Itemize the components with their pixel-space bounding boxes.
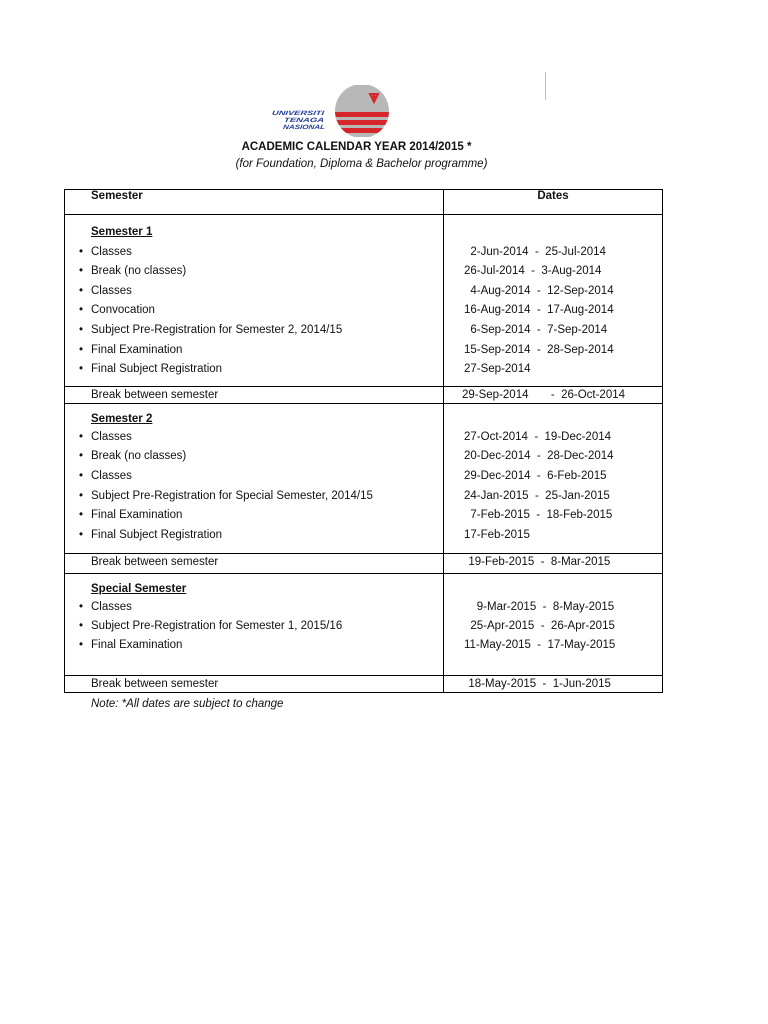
date-range: 26-Jul-2014 - 3-Aug-2014 [464, 265, 602, 278]
date-range: 15-Sep-2014 - 28-Sep-2014 [464, 343, 614, 356]
logo-text-line-1: UNIVERSITI [272, 110, 308, 117]
header-dates: Dates [444, 190, 663, 215]
semester-2-items [65, 403, 444, 554]
semester-2-dates [444, 403, 663, 554]
date-range: 4-Aug-2014 - 12-Sep-2014 [464, 284, 614, 297]
date-range: 9-Mar-2015 - 8-May-2015 [464, 601, 615, 614]
date-range: 24-Jan-2015 - 25-Jan-2015 [464, 489, 610, 502]
list-item: • Subject Pre-Registration for Semester 2, 2014/15 [79, 323, 343, 336]
list-item: • Final Subject Registration [79, 363, 223, 376]
semester-2-block [65, 403, 663, 554]
header-semester: Semester [65, 190, 444, 215]
list-item: • Classes [79, 469, 132, 482]
date-range: 20-Dec-2014 - 28-Dec-2014 [464, 450, 614, 463]
list-item: • Final Examination [79, 509, 183, 522]
page-mark-line [545, 72, 546, 100]
table-header-row [65, 190, 663, 215]
break-row-1 [65, 386, 663, 403]
logo-text-line-2: TENAGA [283, 117, 311, 124]
university-logo [272, 85, 392, 137]
date-range: 16-Aug-2014 - 17-Aug-2014 [464, 304, 614, 317]
break-row-3 [65, 676, 663, 693]
list-item: • Classes [79, 601, 132, 614]
page-subtitle: (for Foundation, Diploma & Bachelor programme) [235, 158, 488, 170]
special-semester-block [65, 574, 663, 676]
break-row-2 [65, 554, 663, 574]
special-semester-title: Special Semester [91, 583, 187, 596]
date-range: 7-Feb-2015 - 18-Feb-2015 [464, 509, 613, 522]
date-range: 2-Jun-2014 - 25-Jul-2014 [464, 245, 606, 258]
list-item: • Classes [79, 284, 132, 297]
date-range: 6-Sep-2014 - 7-Sep-2014 [464, 323, 608, 336]
list-item: • Subject Pre-Registration for Special Semester, 2014/15 [79, 489, 373, 502]
semester-1-title: Semester 1 [91, 226, 153, 238]
date-range: 11-May-2015 - 17-May-2015 [464, 639, 616, 652]
semester-1-items [65, 215, 444, 387]
special-semester-dates [444, 574, 663, 676]
list-item: • Classes [79, 430, 132, 443]
break-dates: 29-Sep-2014 - 26-Oct-2014 [444, 386, 663, 403]
list-item: • Final Examination [79, 343, 183, 356]
footnote: Note: *All dates are subject to change [91, 698, 284, 710]
break-dates: 19-Feb-2015 - 8-Mar-2015 [444, 554, 663, 574]
list-item: • Final Subject Registration [79, 528, 223, 541]
list-item: • Convocation [79, 304, 155, 317]
date-range: 25-Apr-2015 - 26-Apr-2015 [464, 620, 615, 633]
date-range: 27-Oct-2014 - 19-Dec-2014 [464, 430, 612, 443]
date-range: 17-Feb-2015 [464, 528, 530, 541]
list-item: • Subject Pre-Registration for Semester 1, 2015/16 [79, 620, 343, 633]
break-label: Break between semester [65, 676, 444, 693]
academic-calendar-table [64, 189, 663, 693]
break-label: Break between semester [65, 554, 444, 574]
break-label: Break between semester [65, 386, 444, 403]
list-item: • Break (no classes) [79, 265, 187, 278]
list-item: • Classes [79, 245, 132, 258]
break-dates: 18-May-2015 - 1-Jun-2015 [444, 676, 663, 693]
semester-1-dates [444, 215, 663, 387]
list-item: • Break (no classes) [79, 450, 187, 463]
list-item: • Final Examination [79, 639, 183, 652]
page-title: ACADEMIC CALENDAR YEAR 2014/2015 * [241, 141, 472, 153]
logo-text-line-3: NASIONAL [282, 124, 316, 131]
semester-1-block [65, 215, 663, 387]
special-semester-items [65, 574, 444, 676]
date-range: 29-Dec-2014 - 6-Feb-2015 [464, 469, 607, 482]
date-range: 27-Sep-2014 [464, 363, 531, 376]
semester-2-title: Semester 2 [91, 412, 153, 425]
